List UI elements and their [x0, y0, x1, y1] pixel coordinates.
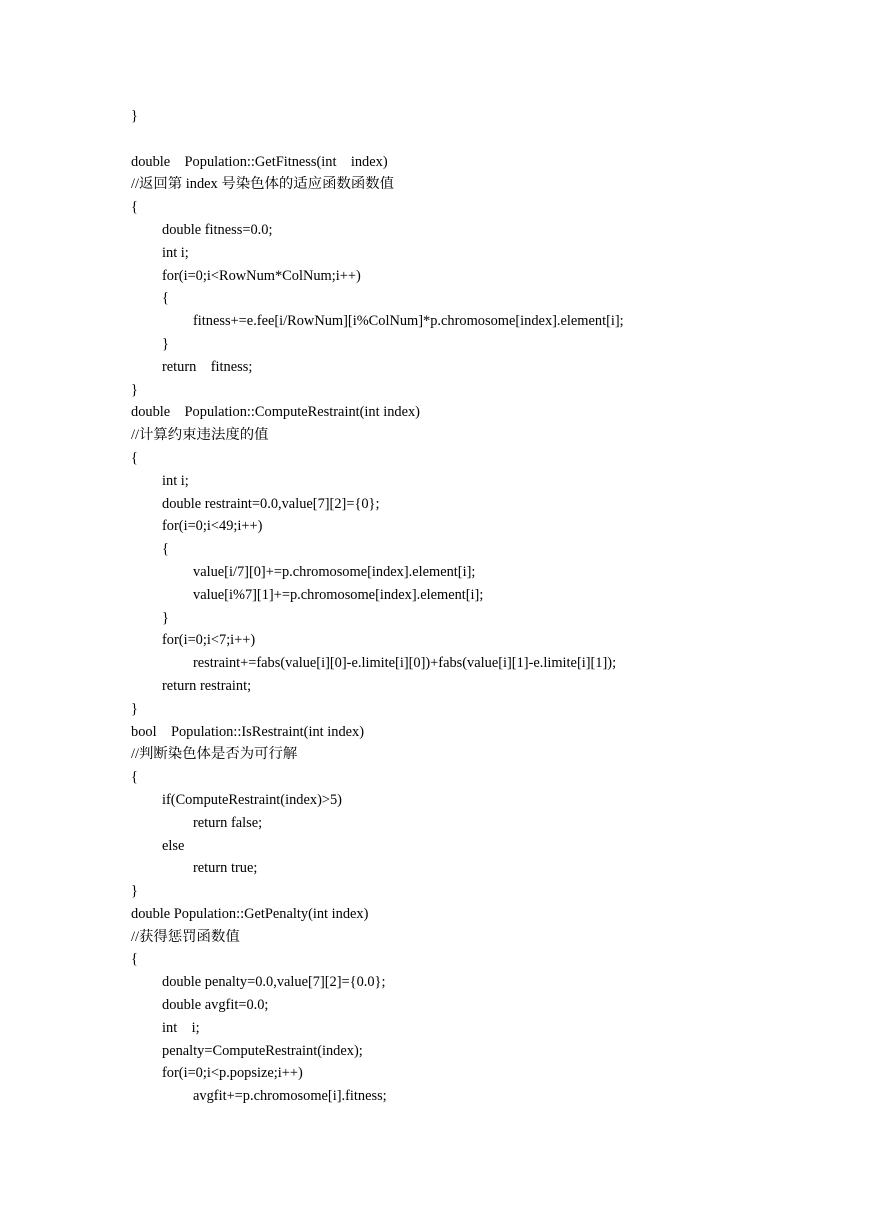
code-line: //判断染色体是否为可行解: [131, 746, 298, 763]
code-line: int i;: [162, 472, 189, 489]
code-listing: [131, 105, 851, 1108]
code-line: double Population::GetFitness(int index): [131, 153, 388, 170]
code-line: return restraint;: [162, 677, 252, 694]
code-line: for(i=0;i<p.popsize;i++): [162, 1065, 303, 1082]
code-line: double avgfit=0.0;: [162, 997, 269, 1014]
code-line: value[i/7][0]+=p.chromosome[index].element[i];: [193, 563, 476, 580]
code-line: {: [162, 290, 169, 307]
code-line: }: [131, 381, 138, 398]
code-line: double Population::ComputeRestraint(int index): [131, 404, 420, 421]
code-line: }: [162, 335, 169, 352]
code-line: bool Population::IsRestraint(int index): [131, 723, 365, 740]
code-line: int i;: [162, 1019, 200, 1036]
code-line: }: [131, 883, 138, 900]
code-line: for(i=0;i<7;i++): [162, 632, 256, 649]
code-line: value[i%7][1]+=p.chromosome[index].element[i];: [193, 586, 484, 603]
code-line: restraint+=fabs(value[i][0]-e.limite[i][0])+fabs(value[i][1]-e.limite[i][1]);: [193, 655, 617, 672]
code-line: //计算约束违法度的值: [131, 427, 269, 444]
code-line: {: [131, 769, 138, 786]
code-line: return true;: [193, 860, 258, 877]
code-line: }: [162, 609, 169, 626]
code-line: return fitness;: [162, 358, 253, 375]
code-line: [131, 128, 851, 151]
code-line: {: [131, 951, 138, 968]
code-line: else: [162, 837, 185, 854]
code-line: double Population::GetPenalty(int index): [131, 905, 369, 922]
code-line: avgfit+=p.chromosome[i].fitness;: [193, 1088, 387, 1105]
code-line: fitness+=e.fee[i/RowNum][i%ColNum]*p.chromosome[index].element[i];: [193, 313, 624, 330]
code-line: double penalty=0.0,value[7][2]={0.0};: [162, 974, 386, 991]
code-line: {: [131, 449, 138, 466]
code-line: return false;: [193, 814, 263, 831]
code-line: penalty=ComputeRestraint(index);: [162, 1042, 363, 1059]
code-line: {: [131, 199, 138, 216]
code-line: double fitness=0.0;: [162, 221, 273, 238]
code-line: }: [131, 108, 138, 124]
code-line: for(i=0;i<RowNum*ColNum;i++): [162, 267, 361, 284]
code-line: }: [131, 700, 138, 717]
code-line: for(i=0;i<49;i++): [162, 518, 263, 535]
code-line: //获得惩罚函数值: [131, 928, 240, 945]
code-line: int i;: [162, 244, 189, 261]
code-line: if(ComputeRestraint(index)>5): [162, 791, 342, 808]
code-line: {: [162, 541, 169, 558]
code-line: double restraint=0.0,value[7][2]={0};: [162, 495, 380, 512]
code-line: //返回第 index 号染色体的适应函数函数值: [131, 176, 395, 193]
